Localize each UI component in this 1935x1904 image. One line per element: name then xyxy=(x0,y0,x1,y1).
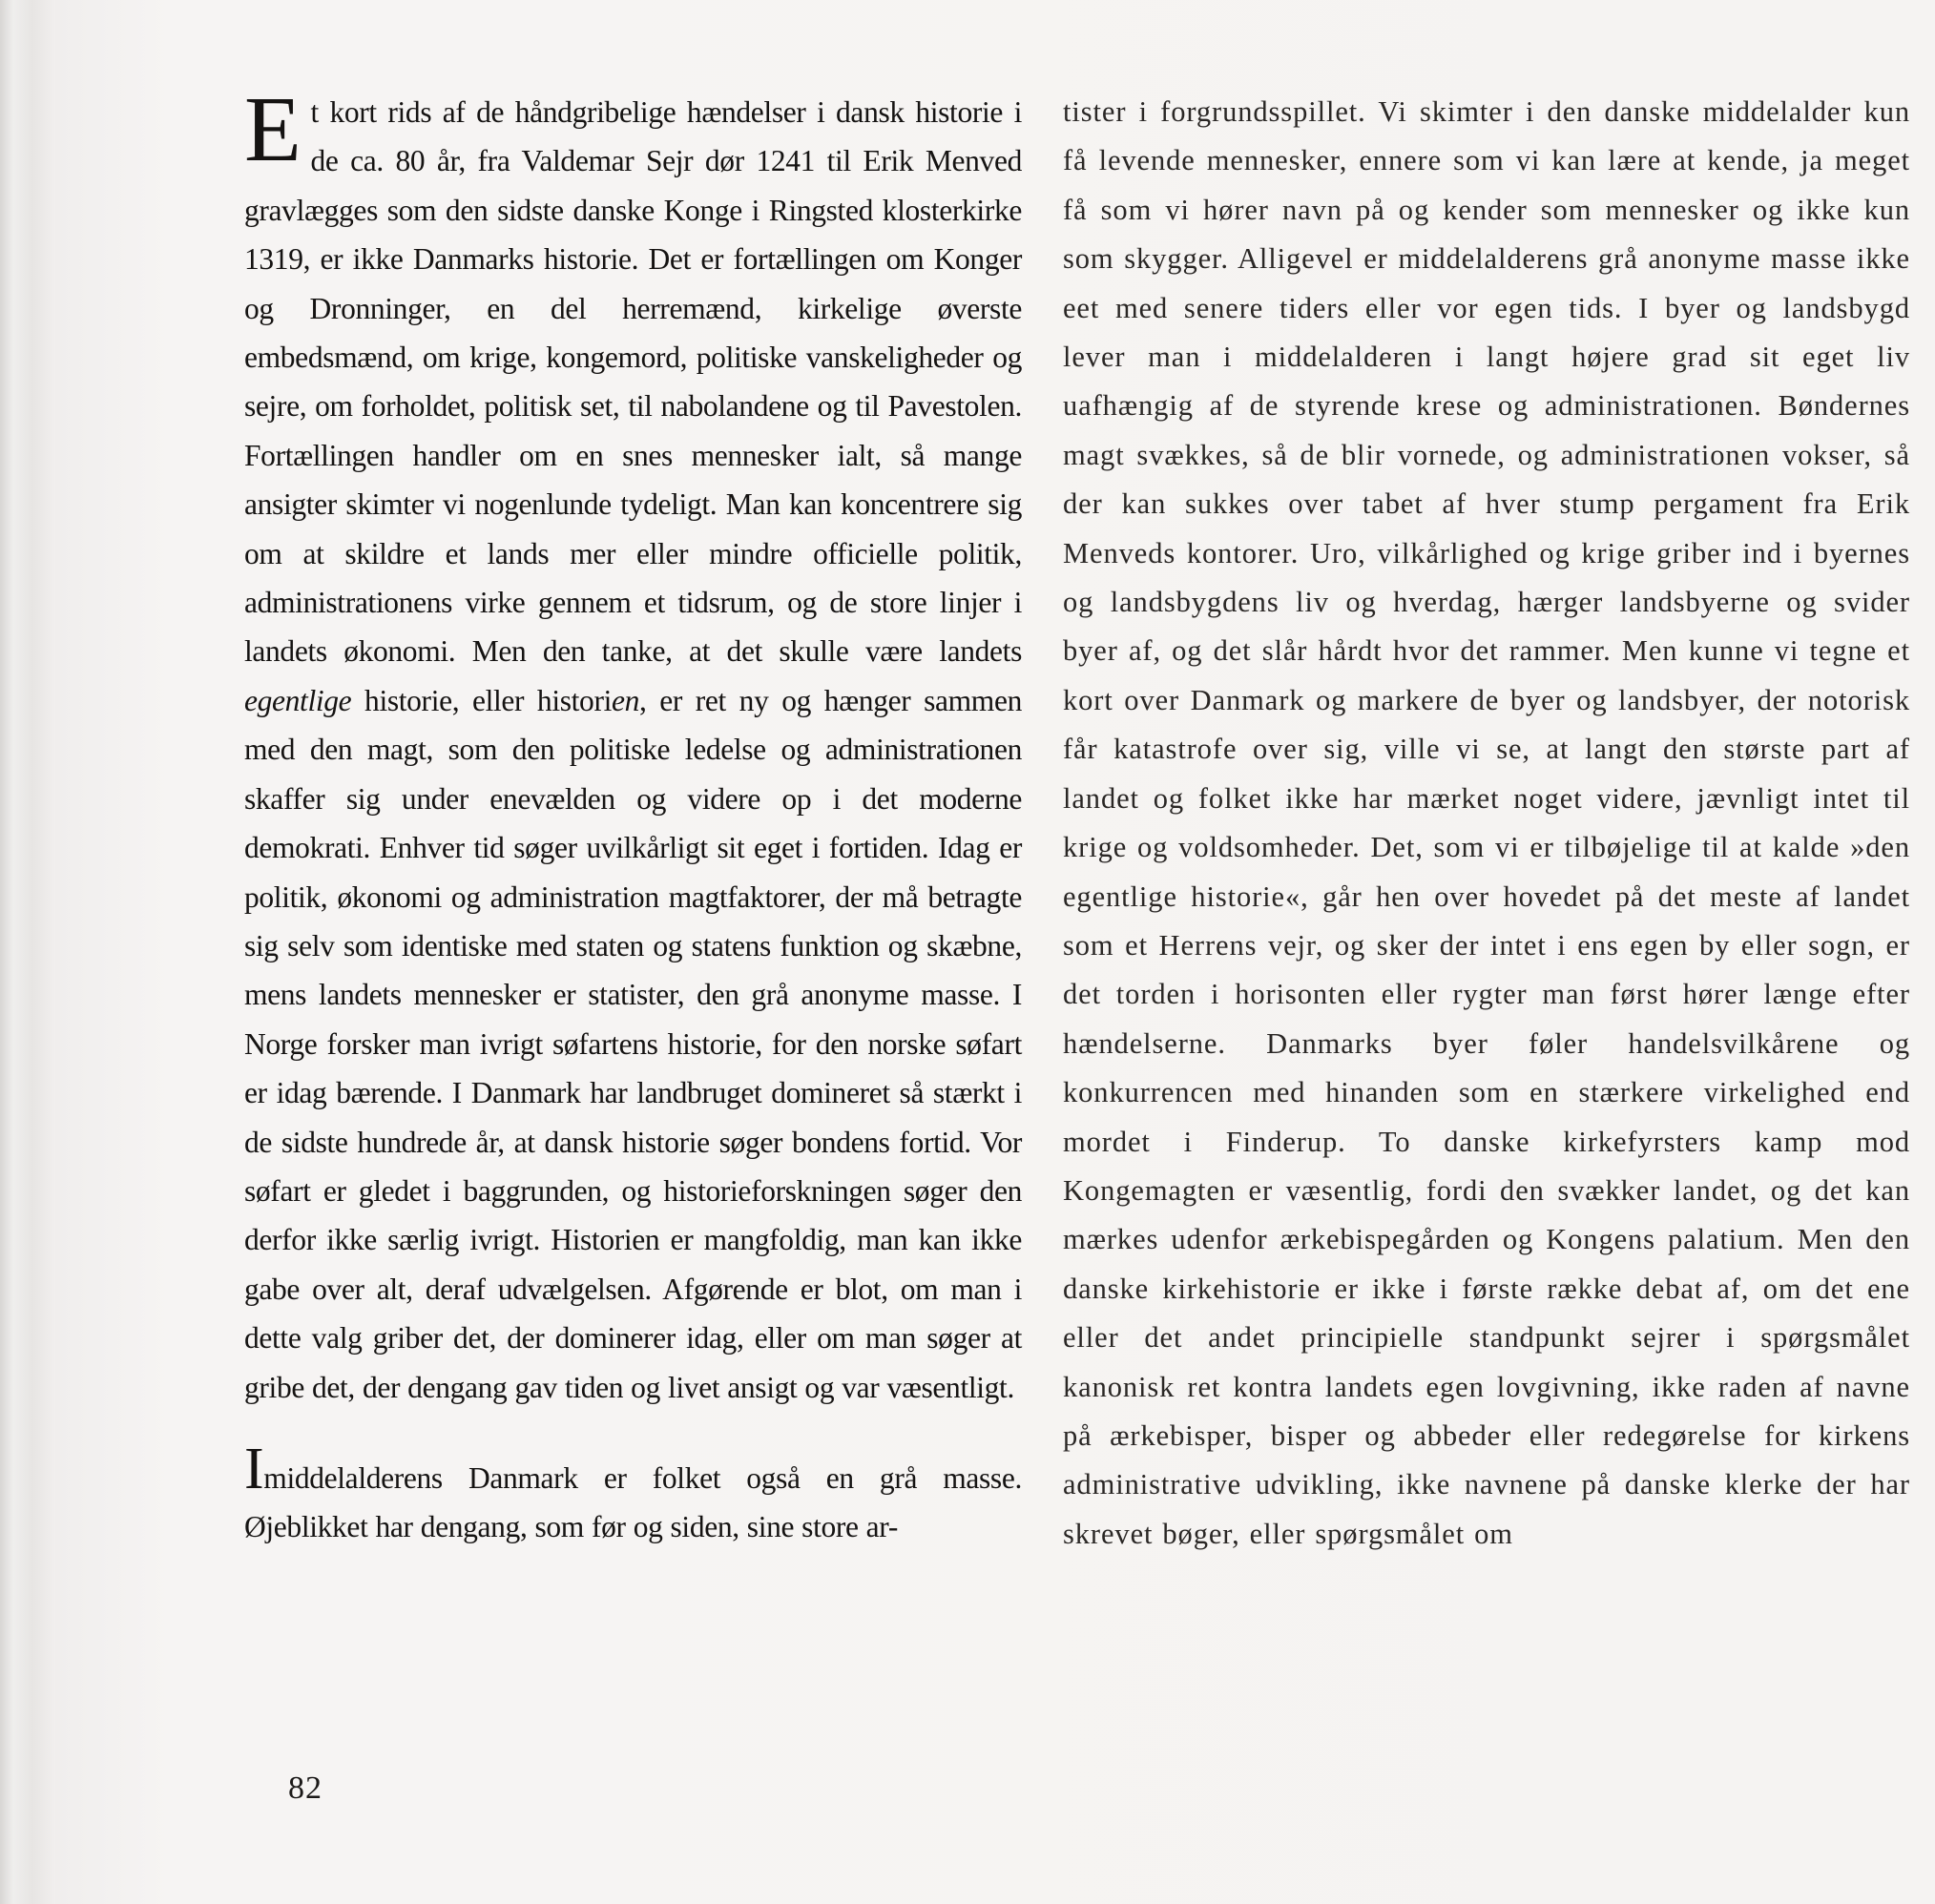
right-column xyxy=(1063,88,1910,1559)
paragraph-text-end: , er ret ny og hænger sammen med den magt, som den politiske ledelse og administrationen skaffer sig under enevælden og videre op i det moderne demokrati. Enhver tid søger uvilkårligt sit eget i fortiden. Idag er politik, økonomi og administration magtfaktorer, der må betragte sig selv som identiske med staten og statens funktion og skæbne, mens landets mennesker er statister, den grå anonyme masse. I Norge forsker man ivrigt søfartens historie, for den norske søfart er idag bærende. I Danmark har landbruget domineret så stærkt i de sidste hundrede år, at dansk historie søger bondens fortid. Vor søfart er gledet i baggrunden, og historieforskningen søger den derfor ikke særlig ivrigt. Historien er mangfoldig, man kan ikke gabe over alt, deraf udvælgelsen. Afgørende er blot, om man i dette valg griber det, der dominerer idag, eller om man søger at gribe det, der dengang gav tiden og livet ansigt og var væsentligt. xyxy=(244,683,1022,1404)
initial-letter: I xyxy=(244,1436,264,1501)
left-column xyxy=(244,78,1022,1552)
italic-emphasis-suffix: en xyxy=(611,683,640,717)
drop-cap-initial: E xyxy=(244,78,302,181)
paragraph-middle-ages xyxy=(244,1436,1022,1552)
paragraph-continuation: tister i forgrundsspillet. Vi skimter i den danske middelalder kun få levende mennesker, ennere som vi kan lære at kende, ja meget få som vi hører navn på og kender som mennesker og ikke kun som skygger. Alligevel er middelalderens grå anonyme masse ikke eet med senere tiders eller vor egen tids. I byer og landsbygd lever man i middelalderen i langt højere grad sit eget liv uafhængig af de styrende krese og administrationen. Bøndernes magt svækkes, så de blir vornede, og administrationen vokser, så der kan sukkes over tabet af hver stump pergament fra Erik Menveds kontorer. Uro, vilkårlighed og krige griber ind i byernes og landsbygdens liv og hverdag, hærger landsbyerne og svider byer af, og det slår hårdt hvor det rammer. Men kunne vi tegne et kort over Danmark og markere de byer og landsbyer, der notorisk får katastrofe over sig, ville vi se, at langt den største part af landet og folket ikke har mærket noget videre, jævnligt intet til krige og voldsomheder. Det, som vi er tilbøjelige til at kalde »den egentlige historie«, går hen over hovedet på det meste af landet som et Herrens vejr, og sker der intet i ens egen by eller sogn, er det torden i horisonten eller rygter man først hører længe efter hændelserne. Danmarks byer føler handelsvilkårene og konkurrencen med hinanden som en stærkere virkelighed end mordet i Finderup. To danske kirkefyrsters kamp mod Kongemagten er væsentlig, fordi den svækker landet, og det kan mærkes udenfor ærkebispegården og Kongens palatium. Men den danske kirkehistorie er ikke i første række debat af, om det ene eller det andet principielle standpunkt sejrer i spørgsmålet kanonisk ret kontra landets egen lovgivning, ikke raden af navne på ærkebisper, bisper og abbeder eller redegørelse for kirkens administrative udvikling, ikke navnene på danske klerke der har skrevet bøger, eller spørgsmålet om xyxy=(1063,95,1910,1550)
paragraph-gap xyxy=(244,1412,1022,1450)
paragraph-text-middle: historie, eller histori xyxy=(351,683,612,717)
page-number: 82 xyxy=(288,1770,322,1806)
italic-emphasis: egentlige xyxy=(244,683,352,717)
paragraph-historiography xyxy=(244,78,1022,1412)
paragraph-text: t kort rids af de håndgribelige hændelser i dansk historie i de ca. 80 år, fra Valdemar Sejr dør 1241 til Erik Menved gravlægges som den sidste danske Konge i Ringsted klosterkirke 1319, er ikke Danmarks historie. Det er fortællingen om Konger og Dronninger, en del herremænd, kirkelige øverste embedsmænd, om krige, kongemord, politiske vanskeligheder og sejre, om forholdet, politisk set, til nabolandene og til Pavestolen. Fortællingen handler om en snes mennesker ialt, så mange ansigter skimter vi nogenlunde tydeligt. Man kan koncentrere sig om at skildre et lands mer eller mindre officielle politik, administrationens virke gennem et tidsrum, og de store linjer i landets økonomi. Men den tanke, at det skulle være landets xyxy=(244,95,1022,669)
book-page xyxy=(55,0,1935,1904)
book-binding xyxy=(0,0,55,1904)
paragraph-text: middelalderens Danmark er folket også en grå masse. Øjeblikket har dengang, som før og siden, sine store ar- xyxy=(244,1460,1022,1544)
